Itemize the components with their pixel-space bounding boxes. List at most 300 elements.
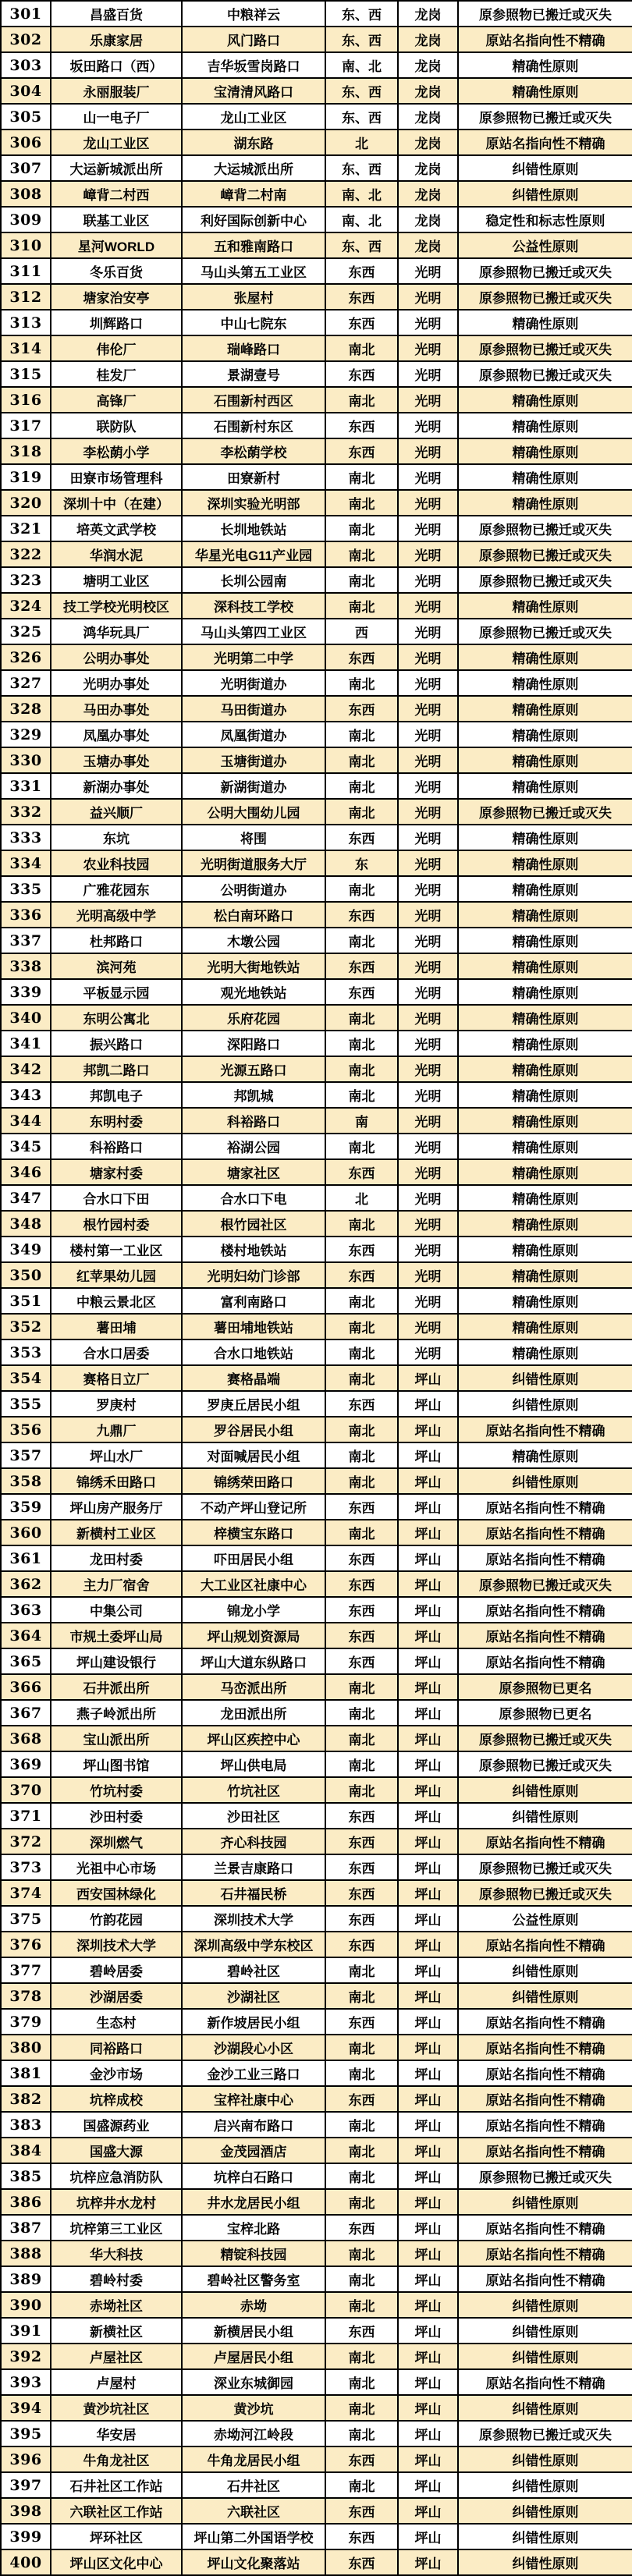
cell-new-name: 龙田派出所 (182, 1700, 325, 1726)
cell-district: 光明 (398, 1314, 458, 1339)
cell-new-name: 合水口地铁站 (182, 1339, 325, 1365)
cell-reason: 原站名指向性不精确 (458, 2138, 632, 2163)
cell-reason: 精确性原则 (458, 876, 632, 902)
table-row (1, 52, 632, 78)
cell-direction: 南北 (325, 1468, 398, 1494)
cell-direction: 东西 (325, 825, 398, 850)
cell-new-name: 深圳技术大学 (182, 1906, 325, 1932)
cell-district: 坪山 (398, 2472, 458, 2498)
table-row (1, 2035, 632, 2060)
cell-number: 370 (1, 1777, 51, 1803)
cell-old-name: 合水口下田 (51, 1185, 182, 1211)
cell-direction: 东西 (325, 1237, 398, 1262)
cell-district: 光明 (398, 361, 458, 387)
cell-number: 361 (1, 1545, 51, 1571)
cell-number: 398 (1, 2498, 51, 2524)
cell-reason: 精确性原则 (458, 1262, 632, 1288)
table-row (1, 1442, 632, 1468)
cell-new-name: 马峦派出所 (182, 1674, 325, 1700)
cell-new-name: 光明妇幼门诊部 (182, 1262, 325, 1288)
cell-district: 坪山 (398, 1442, 458, 1468)
cell-old-name: 联防队 (51, 413, 182, 438)
cell-district: 光明 (398, 1005, 458, 1031)
cell-number: 324 (1, 593, 51, 619)
cell-district: 光明 (398, 747, 458, 773)
cell-district: 光明 (398, 1185, 458, 1211)
cell-district: 光明 (398, 1134, 458, 1159)
table-row (1, 2318, 632, 2344)
cell-district: 光明 (398, 876, 458, 902)
cell-new-name: 凤凰街道办 (182, 722, 325, 747)
cell-new-name: 马山头第五工业区 (182, 258, 325, 284)
cell-old-name: 中粮云景北区 (51, 1288, 182, 1314)
table-row (1, 541, 632, 567)
cell-old-name: 新横社区 (51, 2318, 182, 2344)
cell-direction: 南北 (325, 1417, 398, 1442)
cell-new-name: 龙山工业区 (182, 104, 325, 130)
table-row (1, 1700, 632, 1726)
cell-direction: 东西 (325, 696, 398, 722)
cell-old-name: 塘家村委 (51, 1159, 182, 1185)
cell-direction: 东、西 (325, 232, 398, 258)
cell-number: 317 (1, 413, 51, 438)
cell-old-name: 坑梓成校 (51, 2086, 182, 2112)
cell-district: 光明 (398, 284, 458, 310)
table-row (1, 2472, 632, 2498)
cell-number: 304 (1, 78, 51, 104)
cell-district: 光明 (398, 850, 458, 876)
cell-reason: 原参照物已搬迁或灭失 (458, 2163, 632, 2189)
cell-new-name: 大运城派出所 (182, 155, 325, 181)
cell-new-name: 瑞峰路口 (182, 335, 325, 361)
cell-number: 375 (1, 1906, 51, 1932)
table-row (1, 1262, 632, 1288)
cell-district: 坪山 (398, 2395, 458, 2421)
cell-direction: 南北 (325, 2112, 398, 2138)
cell-number: 303 (1, 52, 51, 78)
cell-district: 坪山 (398, 2524, 458, 2549)
cell-number: 381 (1, 2060, 51, 2086)
cell-new-name: 华星光电G11产业园 (182, 541, 325, 567)
cell-old-name: 邦凯电子 (51, 1082, 182, 1108)
cell-district: 光明 (398, 696, 458, 722)
cell-new-name: 坪山区疾控中心 (182, 1726, 325, 1751)
cell-reason: 精确性原则 (458, 310, 632, 335)
table-row (1, 1288, 632, 1314)
table-row (1, 2344, 632, 2369)
cell-reason: 精确性原则 (458, 1288, 632, 1314)
cell-number: 331 (1, 773, 51, 799)
table-row (1, 1777, 632, 1803)
cell-old-name: 国盛大源 (51, 2138, 182, 2163)
table-row (1, 1957, 632, 1983)
cell-direction: 南北 (325, 2369, 398, 2395)
cell-district: 光明 (398, 928, 458, 953)
cell-direction: 东西 (325, 2524, 398, 2549)
cell-district: 龙岗 (398, 130, 458, 155)
cell-district: 坪山 (398, 2163, 458, 2189)
cell-reason: 纠错性原则 (458, 2549, 632, 2575)
cell-new-name: 坪山规划资源局 (182, 1623, 325, 1648)
cell-new-name: 光源五路口 (182, 1056, 325, 1082)
cell-reason: 精确性原则 (458, 1442, 632, 1468)
cell-number: 306 (1, 130, 51, 155)
cell-direction: 南北 (325, 1056, 398, 1082)
cell-reason: 精确性原则 (458, 825, 632, 850)
table-row (1, 2446, 632, 2472)
cell-new-name: 沙湖段心小区 (182, 2035, 325, 2060)
cell-direction: 东西 (325, 2009, 398, 2035)
cell-reason: 纠错性原则 (458, 2472, 632, 2498)
table-row (1, 2369, 632, 2395)
cell-reason: 精确性原则 (458, 696, 632, 722)
table-row (1, 1211, 632, 1237)
table-row (1, 850, 632, 876)
cell-district: 光明 (398, 799, 458, 825)
cell-district: 坪山 (398, 1494, 458, 1520)
cell-old-name: 坑梓应急消防队 (51, 2163, 182, 2189)
cell-new-name: 沙湖社区 (182, 1983, 325, 2009)
cell-new-name: 五和雅南路口 (182, 232, 325, 258)
cell-number: 308 (1, 181, 51, 207)
cell-district: 坪山 (398, 1726, 458, 1751)
table-row (1, 2395, 632, 2421)
cell-number: 307 (1, 155, 51, 181)
cell-old-name: 合水口居委 (51, 1339, 182, 1365)
cell-old-name: 市规土委坪山局 (51, 1623, 182, 1648)
cell-reason: 原站名指向性不精确 (458, 1494, 632, 1520)
cell-number: 353 (1, 1339, 51, 1365)
cell-direction: 南北 (325, 1957, 398, 1983)
table-row (1, 516, 632, 541)
cell-number: 395 (1, 2421, 51, 2446)
cell-direction: 东西 (325, 902, 398, 928)
cell-direction: 南北 (325, 670, 398, 696)
cell-new-name: 张屋村 (182, 284, 325, 310)
cell-number: 363 (1, 1597, 51, 1623)
cell-direction: 南北 (325, 2266, 398, 2292)
cell-reason: 纠错性原则 (458, 2318, 632, 2344)
cell-new-name: 公明大围幼儿园 (182, 799, 325, 825)
cell-direction: 东西 (325, 284, 398, 310)
cell-new-name: 黄沙坑 (182, 2395, 325, 2421)
cell-district: 龙岗 (398, 78, 458, 104)
table-row (1, 2292, 632, 2318)
cell-old-name: 坑梓井水龙村 (51, 2189, 182, 2215)
table-row (1, 1674, 632, 1700)
cell-new-name: 新湖街道办 (182, 773, 325, 799)
cell-old-name: 永丽服装厂 (51, 78, 182, 104)
cell-number: 392 (1, 2344, 51, 2369)
cell-district: 坪山 (398, 2138, 458, 2163)
cell-district: 光明 (398, 773, 458, 799)
cell-old-name: 主力厂宿舍 (51, 1571, 182, 1597)
cell-reason: 原参照物已搬迁或灭失 (458, 541, 632, 567)
cell-number: 399 (1, 2524, 51, 2549)
cell-old-name: 新湖办事处 (51, 773, 182, 799)
cell-district: 坪山 (398, 2446, 458, 2472)
table-row (1, 1159, 632, 1185)
cell-old-name: 光祖中心市场 (51, 1854, 182, 1880)
table-row (1, 593, 632, 619)
cell-old-name: 技工学校光明校区 (51, 593, 182, 619)
table-row (1, 2163, 632, 2189)
cell-district: 光明 (398, 1339, 458, 1365)
cell-new-name: 坪山供电局 (182, 1751, 325, 1777)
cell-new-name: 石井福民桥 (182, 1880, 325, 1906)
cell-old-name: 坪山房产服务厅 (51, 1494, 182, 1520)
cell-number: 372 (1, 1829, 51, 1854)
cell-number: 359 (1, 1494, 51, 1520)
cell-district: 坪山 (398, 2241, 458, 2266)
cell-reason: 精确性原则 (458, 490, 632, 516)
cell-direction: 东西 (325, 1545, 398, 1571)
cell-district: 坪山 (398, 2498, 458, 2524)
cell-reason: 纠错性原则 (458, 1983, 632, 2009)
cell-number: 335 (1, 876, 51, 902)
table-row (1, 1314, 632, 1339)
cell-old-name: 楼村第一工业区 (51, 1237, 182, 1262)
cell-direction: 东西 (325, 2086, 398, 2112)
cell-reason: 精确性原则 (458, 387, 632, 413)
cell-new-name: 宝清清风路口 (182, 78, 325, 104)
cell-old-name: 滨河苑 (51, 953, 182, 979)
cell-new-name: 不动产坪山登记所 (182, 1494, 325, 1520)
cell-old-name: 公明办事处 (51, 644, 182, 670)
cell-old-name: 山一电子厂 (51, 104, 182, 130)
cell-number: 388 (1, 2241, 51, 2266)
cell-direction: 东、西 (325, 104, 398, 130)
cell-old-name: 乐康家居 (51, 27, 182, 52)
cell-old-name: 高锋厂 (51, 387, 182, 413)
cell-old-name: 广雅花园东 (51, 876, 182, 902)
cell-reason: 精确性原则 (458, 928, 632, 953)
table-row (1, 232, 632, 258)
table-row (1, 1623, 632, 1648)
table-row (1, 2549, 632, 2575)
cell-reason: 原站名指向性不精确 (458, 2060, 632, 2086)
cell-direction: 东西 (325, 953, 398, 979)
cell-reason: 原参照物已搬迁或灭失 (458, 799, 632, 825)
cell-reason: 精确性原则 (458, 722, 632, 747)
table-body (1, 1, 632, 2575)
cell-old-name: 红苹果幼儿园 (51, 1262, 182, 1288)
cell-district: 光明 (398, 722, 458, 747)
cell-old-name: 桂发厂 (51, 361, 182, 387)
cell-direction: 北 (325, 130, 398, 155)
cell-direction: 南北 (325, 1339, 398, 1365)
cell-district: 坪山 (398, 1751, 458, 1777)
cell-district: 光明 (398, 1288, 458, 1314)
cell-district: 光明 (398, 335, 458, 361)
cell-reason: 公益性原则 (458, 232, 632, 258)
cell-direction: 南北 (325, 1700, 398, 1726)
cell-new-name: 合水口下电 (182, 1185, 325, 1211)
cell-reason: 纠错性原则 (458, 1803, 632, 1829)
table-row (1, 1237, 632, 1262)
cell-direction: 东西 (325, 979, 398, 1005)
cell-old-name: 金沙市场 (51, 2060, 182, 2086)
cell-reason: 原参照物已搬迁或灭失 (458, 284, 632, 310)
cell-direction: 东、西 (325, 155, 398, 181)
cell-number: 385 (1, 2163, 51, 2189)
cell-district: 光明 (398, 979, 458, 1005)
cell-new-name: 梓横宝东路口 (182, 1520, 325, 1545)
cell-reason: 精确性原则 (458, 78, 632, 104)
cell-old-name: 冬乐百货 (51, 258, 182, 284)
table-row (1, 825, 632, 850)
cell-reason: 纠错性原则 (458, 2344, 632, 2369)
cell-district: 光明 (398, 541, 458, 567)
cell-old-name: 中集公司 (51, 1597, 182, 1623)
table-row (1, 747, 632, 773)
cell-direction: 东、西 (325, 27, 398, 52)
cell-number: 327 (1, 670, 51, 696)
cell-old-name: 深圳燃气 (51, 1829, 182, 1854)
cell-direction: 东西 (325, 1906, 398, 1932)
cell-new-name: 马山头第四工业区 (182, 619, 325, 644)
cell-new-name: 光明大街地铁站 (182, 953, 325, 979)
cell-district: 坪山 (398, 2318, 458, 2344)
cell-direction: 南北 (325, 2395, 398, 2421)
cell-reason: 原参照物已搬迁或灭失 (458, 2421, 632, 2446)
cell-direction: 南北 (325, 541, 398, 567)
table-row (1, 438, 632, 464)
cell-old-name: 益兴顺厂 (51, 799, 182, 825)
cell-reason: 稳定性和标志性原则 (458, 207, 632, 232)
cell-direction: 南北 (325, 2344, 398, 2369)
cell-number: 355 (1, 1391, 51, 1417)
cell-new-name: 中粮祥云 (182, 1, 325, 27)
cell-reason: 纠错性原则 (458, 2395, 632, 2421)
cell-number: 373 (1, 1854, 51, 1880)
cell-new-name: 碧岭社区警务室 (182, 2266, 325, 2292)
cell-old-name: 深圳十中（在建） (51, 490, 182, 516)
table-row (1, 104, 632, 130)
table-row (1, 1932, 632, 1957)
cell-reason: 原参照物已搬迁或灭失 (458, 361, 632, 387)
cell-direction: 南北 (325, 567, 398, 593)
cell-district: 坪山 (398, 2086, 458, 2112)
cell-new-name: 新横居民小组 (182, 2318, 325, 2344)
cell-district: 光明 (398, 953, 458, 979)
cell-district: 坪山 (398, 2369, 458, 2395)
cell-reason: 精确性原则 (458, 438, 632, 464)
cell-direction: 南北 (325, 2189, 398, 2215)
cell-old-name: 昌盛百货 (51, 1, 182, 27)
cell-district: 坪山 (398, 1803, 458, 1829)
cell-reason: 纠错性原则 (458, 2524, 632, 2549)
cell-district: 坪山 (398, 1545, 458, 1571)
cell-direction: 东、西 (325, 1, 398, 27)
cell-old-name: 大运新城派出所 (51, 155, 182, 181)
cell-reason: 纠错性原则 (458, 155, 632, 181)
cell-direction: 南、北 (325, 207, 398, 232)
cell-direction: 南北 (325, 2472, 398, 2498)
cell-direction: 东西 (325, 258, 398, 284)
cell-district: 龙岗 (398, 1, 458, 27)
cell-reason: 原参照物已搬迁或灭失 (458, 1854, 632, 1880)
cell-old-name: 伟伦厂 (51, 335, 182, 361)
cell-district: 坪山 (398, 1468, 458, 1494)
cell-new-name: 新作坡居民小组 (182, 2009, 325, 2035)
cell-old-name: 生态村 (51, 2009, 182, 2035)
cell-district: 光明 (398, 387, 458, 413)
cell-direction: 东西 (325, 1932, 398, 1957)
cell-reason: 原站名指向性不精确 (458, 1623, 632, 1648)
cell-number: 326 (1, 644, 51, 670)
cell-direction: 东、西 (325, 78, 398, 104)
cell-new-name: 启兴南布路口 (182, 2112, 325, 2138)
cell-old-name: 西安国林绿化 (51, 1880, 182, 1906)
table-row (1, 335, 632, 361)
cell-direction: 南北 (325, 1983, 398, 2009)
table-row (1, 1829, 632, 1854)
cell-number: 371 (1, 1803, 51, 1829)
table-row (1, 1983, 632, 2009)
cell-new-name: 竹坑社区 (182, 1777, 325, 1803)
cell-new-name: 金茂园酒店 (182, 2138, 325, 2163)
cell-district: 光明 (398, 644, 458, 670)
cell-old-name: 龙田村委 (51, 1545, 182, 1571)
cell-district: 光明 (398, 1211, 458, 1237)
cell-old-name: 坑梓第三工业区 (51, 2215, 182, 2241)
cell-old-name: 根竹园村委 (51, 1211, 182, 1237)
cell-new-name: 石围新村东区 (182, 413, 325, 438)
cell-new-name: 松白南环路口 (182, 902, 325, 928)
cell-new-name: 利好国际创新中心 (182, 207, 325, 232)
cell-new-name: 薯田埔地铁站 (182, 1314, 325, 1339)
cell-old-name: 光明办事处 (51, 670, 182, 696)
cell-direction: 南 (325, 1108, 398, 1134)
cell-old-name: 牛角龙社区 (51, 2446, 182, 2472)
cell-new-name: 光明第二中学 (182, 644, 325, 670)
cell-district: 坪山 (398, 2292, 458, 2318)
cell-reason: 精确性原则 (458, 902, 632, 928)
cell-district: 坪山 (398, 2549, 458, 2575)
cell-direction: 西 (325, 619, 398, 644)
cell-reason: 纠错性原则 (458, 1957, 632, 1983)
cell-direction: 南、北 (325, 52, 398, 78)
cell-direction: 南北 (325, 1005, 398, 1031)
table-row (1, 1185, 632, 1211)
cell-old-name: 东明村委 (51, 1108, 182, 1134)
cell-direction: 南北 (325, 1082, 398, 1108)
cell-direction: 南北 (325, 1211, 398, 1237)
cell-reason: 纠错性原则 (458, 2292, 632, 2318)
cell-number: 374 (1, 1880, 51, 1906)
table-row (1, 258, 632, 284)
table-row (1, 1854, 632, 1880)
cell-direction: 南北 (325, 335, 398, 361)
cell-district: 坪山 (398, 2266, 458, 2292)
cell-reason: 精确性原则 (458, 1314, 632, 1339)
cell-reason: 精确性原则 (458, 979, 632, 1005)
cell-direction: 东西 (325, 1494, 398, 1520)
cell-district: 坪山 (398, 1906, 458, 1932)
cell-number: 349 (1, 1237, 51, 1262)
cell-district: 光明 (398, 593, 458, 619)
cell-number: 329 (1, 722, 51, 747)
cell-district: 光明 (398, 902, 458, 928)
cell-new-name: 精锭科技园 (182, 2241, 325, 2266)
table-row (1, 799, 632, 825)
table-row (1, 78, 632, 104)
cell-reason: 精确性原则 (458, 52, 632, 78)
cell-direction: 东西 (325, 1854, 398, 1880)
cell-district: 坪山 (398, 1854, 458, 1880)
cell-district: 坪山 (398, 1674, 458, 1700)
